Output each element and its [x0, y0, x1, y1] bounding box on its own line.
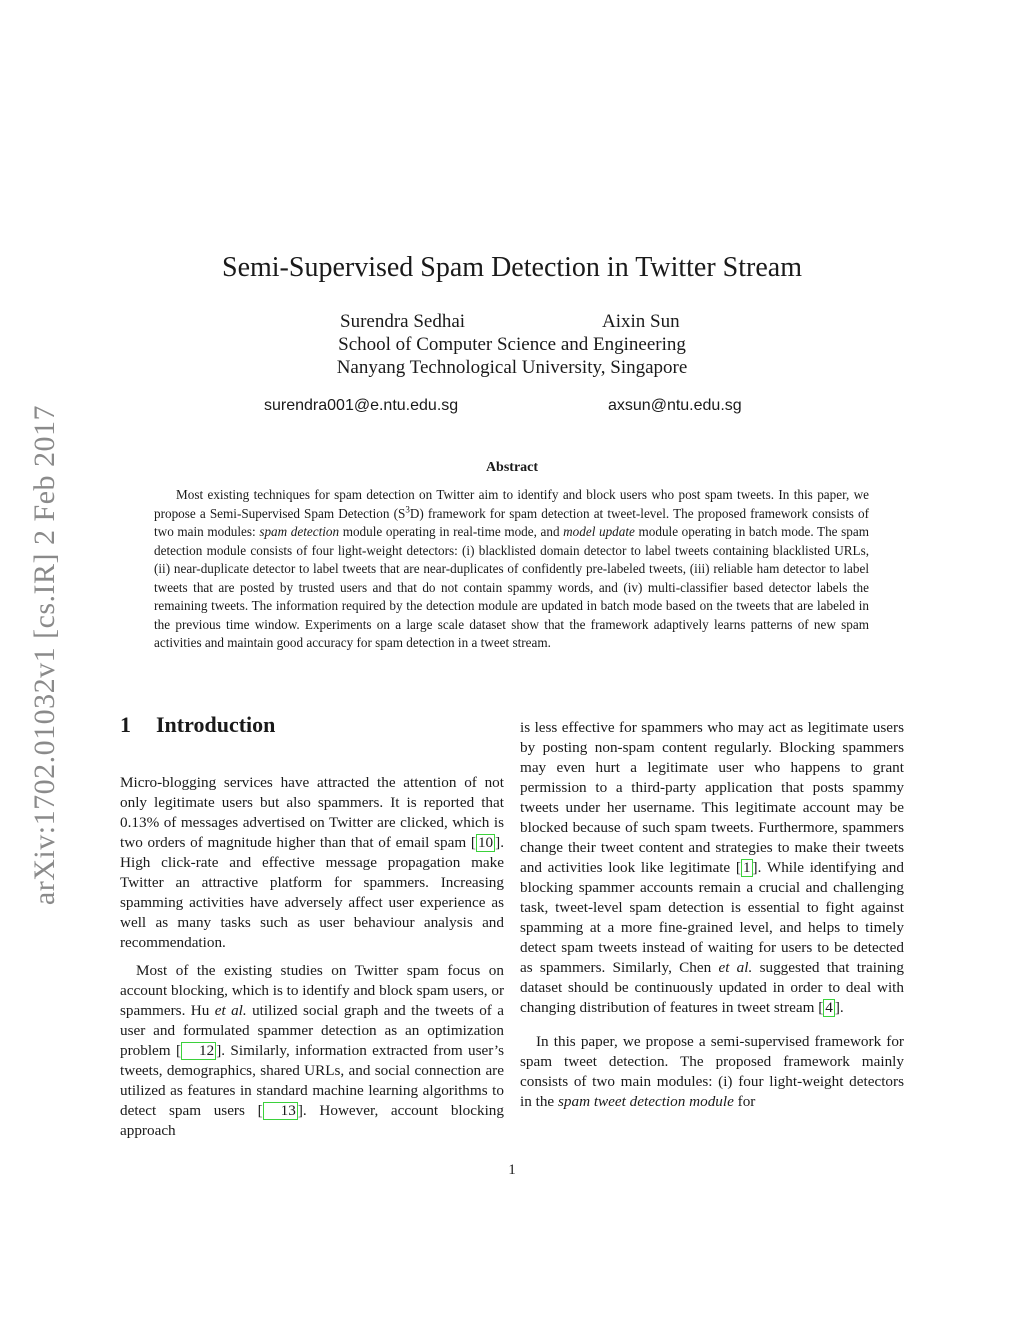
- affiliation-university: Nanyang Technological University, Singapore: [336, 357, 688, 378]
- intro-paragraph-2: Most of the existing studies on Twitter spam focus on account blocking, which is to identify and block spam users, or spammers. Hu et al. utilized social graph and the tweets of a user and formulated spammer detection as an optimization problem [ 12 ]. Similarly, information extracted from user’s tweets, demographics, shared URLs, and social connection are utilized as features in standard machine learning algorithms to detect spam users [ 13 ]. However, account blocking approach: [120, 962, 504, 1139]
- page-number: 1: [508, 1162, 516, 1178]
- left-column: [120, 710, 504, 1141]
- arxiv-identifier-text: arXiv:1702.01032v1 [cs.IR] 2 Feb 2017: [28, 404, 61, 906]
- author-name-1: Surendra Sedhai: [340, 311, 466, 332]
- intro-paragraph-1: Micro-blogging services have attracted the attention of not only legitimate users but also spammers. It is reported that 0.13% of messages advertised on Twitter are clicked, which is two orders of magnitude higher than that of email spam [ 10 ]. High click-rate and effective message propagation make Twitter an attractive platform for spammers. Increasing spamming activities have adversely affect user experience as well as many tasks such as user behaviour analysis and recommendation.: [120, 774, 504, 951]
- arxiv-identifier: [20, 375, 70, 935]
- abstract-heading: Abstract: [485, 460, 539, 475]
- citation-link[interactable]: 13: [263, 1102, 298, 1120]
- abstract-text: Most existing techniques for spam detection on Twitter aim to identify and block users who post spam tweets. In this paper, we propose a Semi-Supervised Spam Detection $(S^3D)$ framework for spam detection at tweet-level. The proposed framework consists of two main modules: spam detection module operating in real-time mode, and model update module operating in batch mode. The spam detection module consists of four light-weight detectors: (i) blacklisted domain detector to label tweets containing blacklisted URLs, (ii) near-duplicate detector to label tweets that are near-duplicates of confidently pre-labeled tweets, (iii) reliable ham detector to label tweets that are posted by trusted users and that do not contain spammy words, and (iv) multi-classifier based detector labels the remaining tweets. The information required by the detection module are updated in batch mode based on the tweets that are labeled in the previous time window. Experiments on a large scale dataset show that the framework adaptively learns patterns of new spam activities and maintain good accuracy for spam detection in a tweet stream.: [154, 487, 869, 650]
- author-emails: [0, 397, 1024, 419]
- author-email-1: surendra001@e.ntu.edu.sg: [264, 397, 459, 414]
- citation-link[interactable]: 12: [181, 1042, 216, 1060]
- affiliation-school: School of Computer Science and Engineering: [338, 334, 686, 355]
- right-column: [520, 718, 904, 1112]
- citation-link[interactable]: 10: [477, 834, 494, 851]
- section-number: 1: [120, 712, 131, 737]
- author-name-2: Aixin Sun: [602, 311, 680, 332]
- intro-paragraph-3: is less effective for spammers who may act as legitimate users by posting non-spam content regularly. Blocking spammers may even hurt a legitimate user who happens to grant permission to a third-party application that posts spammy tweets under her username. This legitimate account may be blocked because of such spam tweets. Furthermore, spammers change their tweet content and strategies to make their tweets and activities look like legitimate [ 1 ]. While identifying and blocking spammer accounts remain a crucial and challenging task, tweet-level spam detection is essential to fight against spamming at a more fine-grained level, and helps to timely detect spam tweets instead of waiting for users to be detected as spammers. Similarly, Chen et al. suggested that training dataset should be continuously updated in order to deal with changing distribution of features in tweet stream [ 4 ].: [520, 719, 904, 1016]
- paper-title: Semi-Supervised Spam Detection in Twitter Stream: [222, 252, 802, 283]
- citation-link[interactable]: 1: [742, 859, 751, 876]
- author-email-2: axsun@ntu.edu.sg: [608, 397, 742, 414]
- author-names: [0, 311, 1024, 333]
- section-title: Introduction: [156, 712, 276, 737]
- citation-link[interactable]: 4: [825, 999, 833, 1016]
- intro-paragraph-4: In this paper, we propose a semi-supervised framework for spam tweet detection. The proposed framework mainly consists of two main modules: (i) four light-weight detectors in the spam tweet detection module for: [520, 1033, 904, 1110]
- section-heading: [120, 710, 504, 740]
